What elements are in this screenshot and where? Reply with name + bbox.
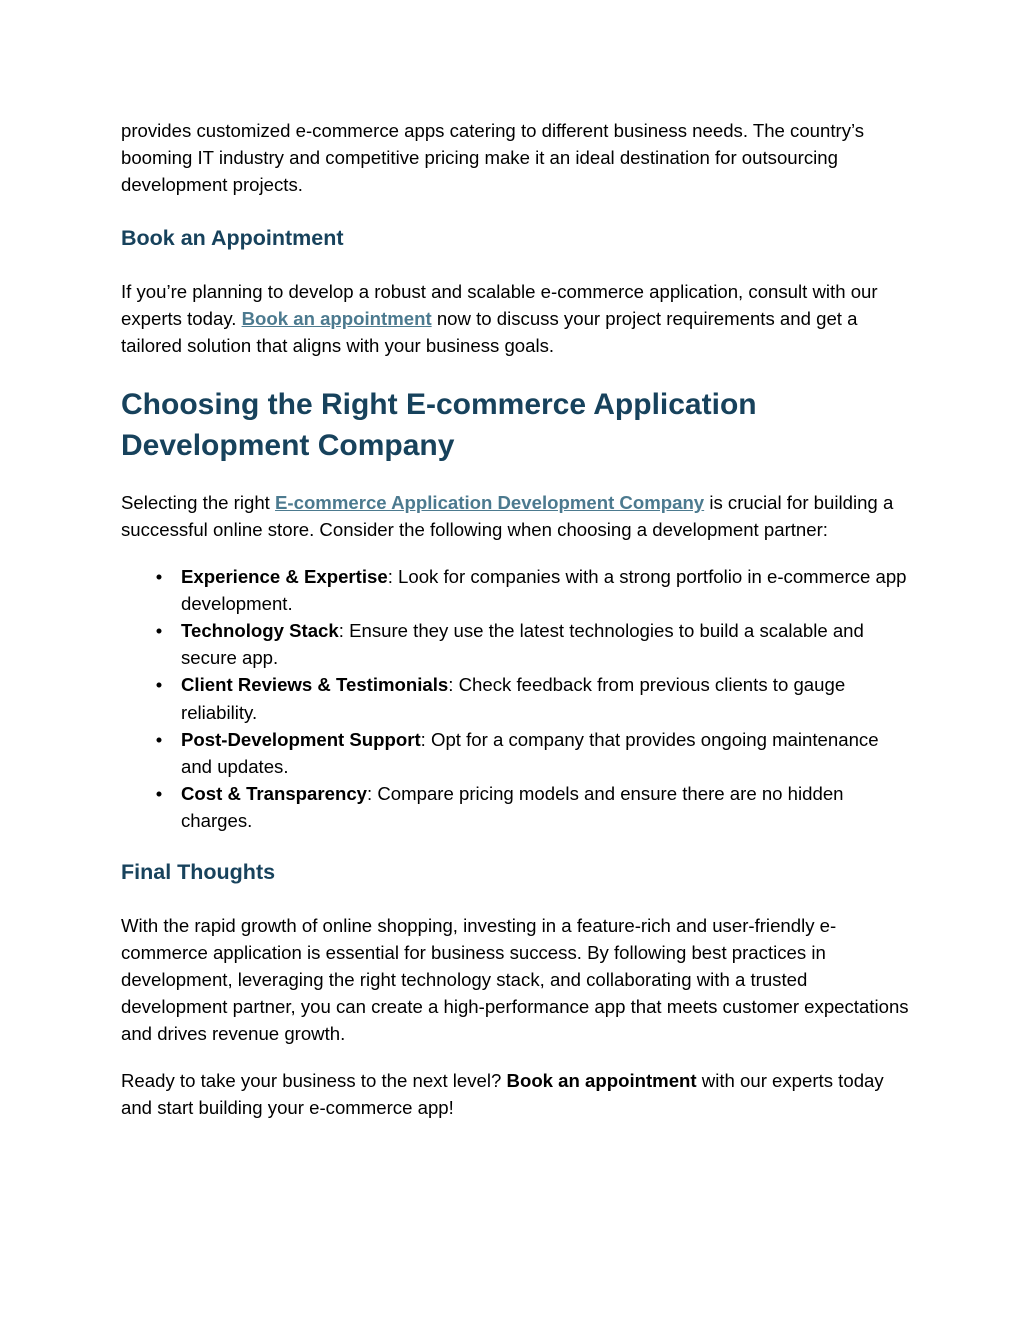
list-item: [121, 726, 911, 780]
cta-text-before: Ready to take your business to the next level?: [121, 1069, 507, 1091]
list-item: [121, 617, 911, 671]
ecommerce-company-link[interactable]: E-commerce Application Development Company: [275, 492, 705, 514]
list-item: [121, 780, 911, 834]
book-appointment-paragraph: [121, 278, 911, 360]
list-item-description: : Look for companies with a strong portfolio in e-commerce app development.: [181, 565, 907, 614]
list-item: [121, 563, 911, 617]
list-item-description: : Compare pricing models and ensure there are no hidden charges.: [181, 783, 844, 832]
list-item-description: : Check feedback from previous clients to gauge reliability.: [181, 674, 846, 723]
bullet-icon: •: [155, 783, 163, 805]
list-item-term: Client Reviews & Testimonials: [181, 674, 449, 696]
cta-text-after: with our experts today and start building your e-commerce app!: [121, 1069, 884, 1118]
bullet-icon: •: [155, 565, 163, 587]
choosing-paragraph-text-after: is crucial for building a successful online store. Consider the following when choosing a development partner:: [121, 492, 894, 541]
document-page: [121, 117, 911, 1121]
bullet-icon: •: [155, 620, 163, 642]
list-item-term: Cost & Transparency: [181, 783, 368, 805]
list-item-term: Post-Development Support: [181, 728, 421, 750]
final-thoughts-heading: Final Thoughts: [121, 859, 276, 884]
choosing-paragraph-text-before: Selecting the right: [121, 492, 276, 514]
book-paragraph-text-before: If you’re planning to develop a robust and scalable e-commerce application, consult with our experts today.: [121, 280, 878, 329]
book-appointment-link[interactable]: Book an appointment: [241, 307, 432, 329]
bullet-icon: •: [155, 728, 163, 750]
book-appointment-heading: Book an Appointment: [121, 225, 344, 250]
final-thoughts-paragraph: With the rapid growth of online shopping, investing in a feature-rich and user-friendly e-commerce application is essential for business success. By following best practices in development, leveraging the right technology stack, and collaborating with a trusted development partner, you can create a high-performance app that meets customer expectations and drives revenue growth.: [121, 914, 909, 1045]
book-paragraph-text-after: now to discuss your project requirements and get a tailored solution that aligns with your business goals.: [121, 307, 858, 357]
list-item-term: Experience & Expertise: [181, 565, 388, 587]
criteria-list: [121, 563, 911, 835]
list-item-description: : Opt for a company that provides ongoing maintenance and updates.: [181, 728, 879, 778]
list-item-term: Technology Stack: [181, 620, 339, 642]
list-item-description: : Ensure they use the latest technologies to build a scalable and secure app.: [181, 620, 864, 669]
choosing-company-heading: Choosing the Right E-commerce Application Development Company: [121, 388, 757, 463]
list-item: [121, 671, 911, 725]
call-to-action-paragraph: [121, 1067, 911, 1121]
intro-paragraph: provides customized e-commerce apps catering to different business needs. The country’s booming IT industry and competitive pricing make it an ideal destination for outsourcing development projects.: [121, 120, 865, 196]
bullet-icon: •: [155, 674, 163, 696]
cta-bold-text: Book an appointment: [506, 1069, 697, 1091]
choosing-company-paragraph: [121, 489, 911, 543]
